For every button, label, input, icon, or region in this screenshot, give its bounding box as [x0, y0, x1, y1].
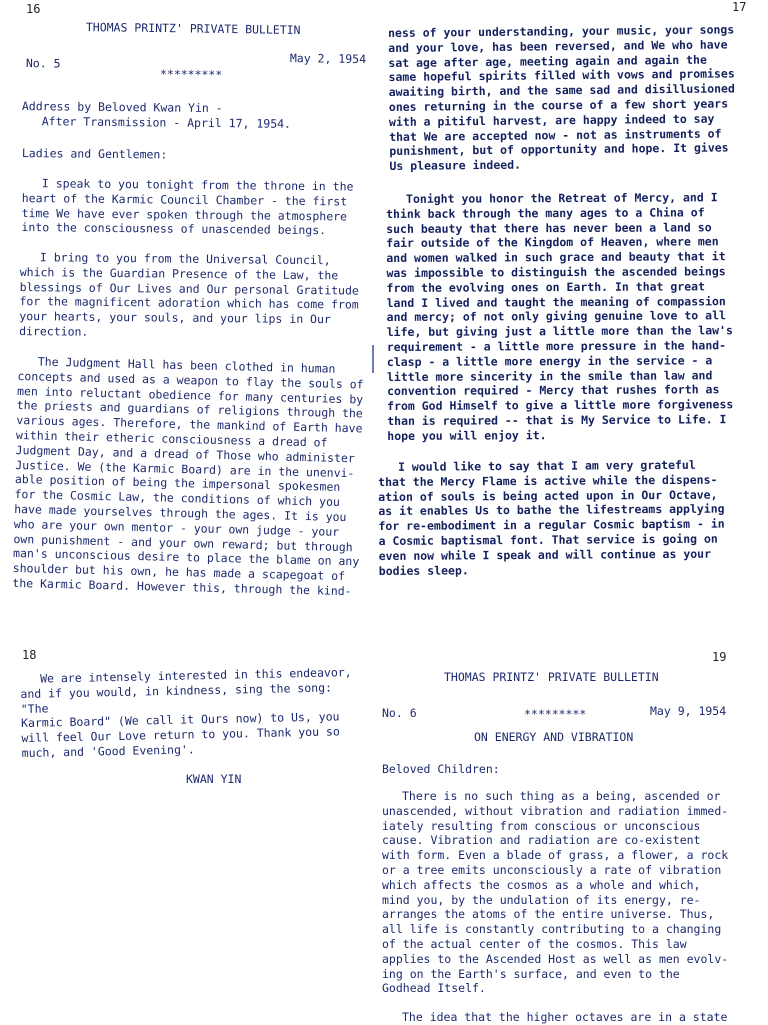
- kwan-yin-paragraph-1: I speak to you tonight from the throne in the heart of the Karmic Council Chamber - the first time We have ever spoken through the atmosphere into the consciousness of unascended beings.: [21, 176, 354, 238]
- separator-19: *********: [524, 707, 587, 721]
- page-number-18: 18: [22, 648, 37, 662]
- page-number-19: 19: [712, 650, 727, 664]
- margin-mark: [372, 345, 374, 373]
- issue-date-19: May 9, 1954: [650, 704, 727, 718]
- issue-number-16: No. 5: [25, 56, 61, 71]
- salutation-16: Ladies and Gentlemen:: [21, 146, 168, 162]
- address-block: [22, 99, 362, 132]
- separator-16: *********: [159, 67, 223, 82]
- kwan-yin-paragraph-3: The Judgment Hall has been clothed in human concepts and used as a weapon to flay the souls of men into reluctant obedience for many centuries by the priests and guardians of religions through the various ages. Therefore, the mankind of Earth have within their etheric consciousness a dread of Judgment Day, and a dread of Those who administer Justice. We (the Karmic Board) are in the unenvi- able position of being the impersonal spokesmen for the Cosmic Law, the conditions of which you have made yourselves through the ages. It is you who are your own mentor - your own judge - your own punishment - and your own reward; but through man's unconscious desire to place the blame on any shoulder but his own, he has made a scapegoat of the Karmic Board. However this, through the kind-: [12, 354, 364, 599]
- issue-number-19: No. 6: [382, 706, 417, 720]
- page-number-16: 16: [26, 2, 41, 16]
- kwan-yin-paragraph-6: I would like to say that I am very grateful that the Mercy Flame is active while the dispens- ation of souls is being acted upon in Our Octave, as it enables Us to bathe the lifestreams applying for re-embodiment in a regular Cosmic baptism - in a Cosmic baptismal font. That service is going on even now while I speak and will continue as your bodies sleep.: [378, 457, 725, 578]
- kwan-yin-paragraph-2: I bring to you from the Universal Council, which is the Guardian Presence of the Law, the blessings of Our Lives and Our personal Gratitude for the magnificent adoration which has come from your hearts, your souls, and your lips in Our direction.: [19, 250, 359, 339]
- energy-paragraph-2: The idea that the higher octaves are in a state: [402, 1010, 728, 1024]
- bulletin-header-19: THOMAS PRINTZ' PRIVATE BULLETIN: [444, 670, 659, 684]
- article-title: ON ENERGY AND VIBRATION: [474, 730, 634, 744]
- kwan-yin-closing-paragraph: We are intensely interested in this endeavor, and if you would, in kindness, sing the song: "The Karmic Board" (We call it Ours now) to Us, you will feel Our Love return to you. Thank you so much, and 'Good Evening'.: [20, 665, 352, 760]
- address-line-2: After Transmission - April 17, 1954.: [41, 114, 292, 131]
- address-line-1: Address by Beloved Kwan Yin -: [21, 99, 223, 116]
- kwan-yin-paragraph-4: ness of your understanding, your music, your songs and your love, has been reversed, and We who have sat age after age, meeting again and again the same hopeful spirits filled with vows and promises awaiting birth, and the same sad and disillusioned ones returning in the course of a few short years with a pitiful harvest, are happy indeed to say that We are accepted now - not as instruments of punishment, but of opportunity and hope. It gives Us pleasure indeed.: [388, 22, 735, 174]
- kwan-yin-paragraph-5: Tonight you honor the Retreat of Mercy, and I think back through the many ages to a China of such beauty that there has never been a land so fair outside of the Kingdom of Heaven, where men and women walked in such grace and beauty that it was impossible to distinguish the ascended beings from the evolving ones on Earth. In that great land I lived and taught the meaning of compassion and mercy; of not only giving genuine love to all life, but giving just a little more than the law's requirement - a little more pressure in the hand- clasp - a little more energy in the service - a little more sincerity in the smile than law and convention required - Mercy that rushes forth as from God Himself to give a little more forgiveness than is required -- that is My Service to Life. I hope you will enjoy it.: [386, 190, 734, 443]
- bulletin-header-16: THOMAS PRINTZ' PRIVATE BULLETIN: [85, 20, 301, 37]
- energy-paragraph-1: There is no such thing as a being, ascended or unascended, without vibration and radiation immed- iately resulting from conscious or unconscious cause. Vibration and radiation are co-existent with form. Even a blade of grass, a flower, a rock or a tree emits unconsciously a rate of vibration which affects the cosmos as a whole and which, mind you, by the undulation of its energy, re- arranges the atoms of the entire universe. Thus, all life is constantly contributing to a changing of the actual center of the cosmos. This law applies to the Ascended Host as well as men evolv- ing on the Earth's surface, and even to the Godhead Itself.: [382, 789, 729, 996]
- signature-kwan-yin: KWAN YIN: [186, 772, 242, 786]
- salutation-19: Beloved Children:: [382, 762, 500, 776]
- issue-date-16: May 2, 1954: [289, 51, 367, 67]
- page-number-17: 17: [732, 0, 747, 14]
